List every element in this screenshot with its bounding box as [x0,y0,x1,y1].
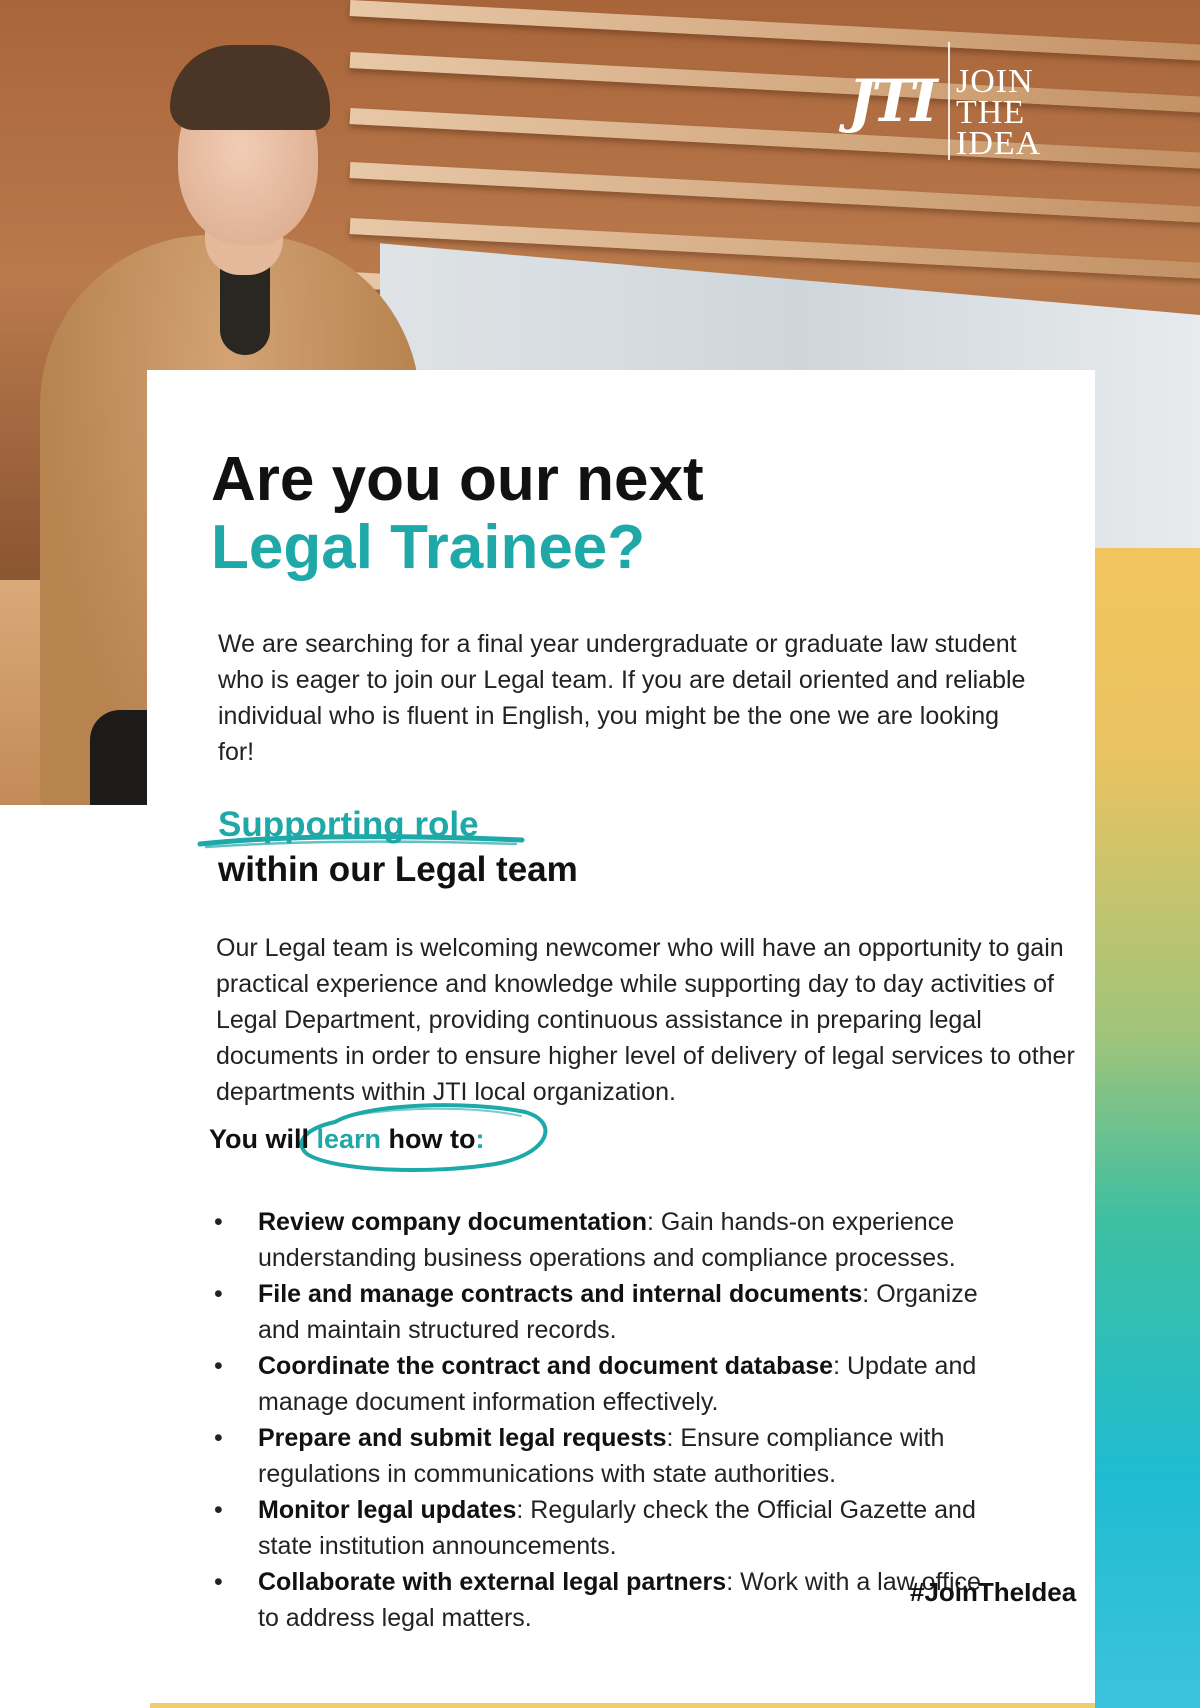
list-item-text: Work with a law office to address legal matters. [258,1568,981,1632]
list-item-separator: : [516,1496,524,1524]
list-item-title: Coordinate the contract and document database [258,1352,834,1380]
intro-paragraph: We are searching for a final year undergraduate or graduate law student who is eager to join our Legal team. If you are detail oriented and reliable individual who is fluent in English, you might be the one we are looking for! [218,630,1026,766]
list-item-title: Monitor legal updates [258,1496,517,1524]
learn-heading-highlight: learn [316,1124,382,1154]
learn-heading-text: You will [209,1124,317,1154]
list-item-separator: : [646,1208,654,1236]
list-item-title: Prepare and submit legal requests [258,1424,667,1452]
wood-slat [350,52,1200,114]
learn-heading-colon: : [475,1124,485,1154]
list-item [214,1420,994,1492]
list-item [214,1492,994,1564]
learn-heading-text: how to [381,1124,476,1154]
list-item [214,1348,994,1420]
list-item [214,1564,994,1636]
list-item [214,1204,994,1276]
list-item-title: Review company documentation [258,1208,647,1236]
logo-tagline-line: JOIN [956,63,1034,100]
list-item-separator: : [726,1568,734,1596]
list-item-title: Collaborate with external legal partners [258,1568,727,1596]
bottom-accent-line [150,1703,1095,1708]
list-item-separator: : [862,1280,870,1308]
title-line-2: Legal Trainee? [211,513,646,582]
role-description: Our Legal team is welcoming newcomer who will have an opportunity to gain practical experience and knowledge while supporting day to day activities of Legal Department, providing continuous assistance in preparing legal documents in order to ensure higher level of delivery of legal services to other departments within JTI local organization. [216,934,1075,1106]
list-item-text: Update and manage document information effectively. [258,1352,977,1416]
list-item-separator: : [666,1424,674,1452]
list-item-text: Organize and maintain structured records. [258,1280,978,1344]
section-heading: within our Legal team [218,850,578,889]
learn-heading [209,1121,485,1157]
list-item-text: Gain hands-on experience understanding business operations and compliance processes. [258,1208,956,1272]
logo-tagline-line: IDEA [956,125,1042,162]
logo-tagline-line: THE [956,94,1026,131]
jti-logo-mark: JTI [848,67,934,135]
gradient-side-strip [1095,548,1200,1708]
list-item-separator: : [833,1352,841,1380]
list-item-title: File and manage contracts and internal documents [258,1280,863,1308]
hashtag: #JoinTheIdea [910,1577,1077,1607]
list-item [214,1276,994,1348]
title-line-1: Are you our next [211,445,704,514]
wood-slat [350,162,1200,224]
person-hair [170,45,330,130]
wood-slat [350,108,1200,170]
list-item-text: Ensure compliance with regulations in communications with state authorities. [258,1424,945,1488]
logo-divider [948,42,950,160]
wood-slat [350,0,1200,62]
learning-list [214,1204,994,1636]
section-heading-highlight: Supporting role [218,805,479,844]
logo-tagline [956,63,1042,162]
list-item-text: Regularly check the Official Gazette and state institution announcements. [258,1496,976,1560]
page-title [211,446,704,582]
